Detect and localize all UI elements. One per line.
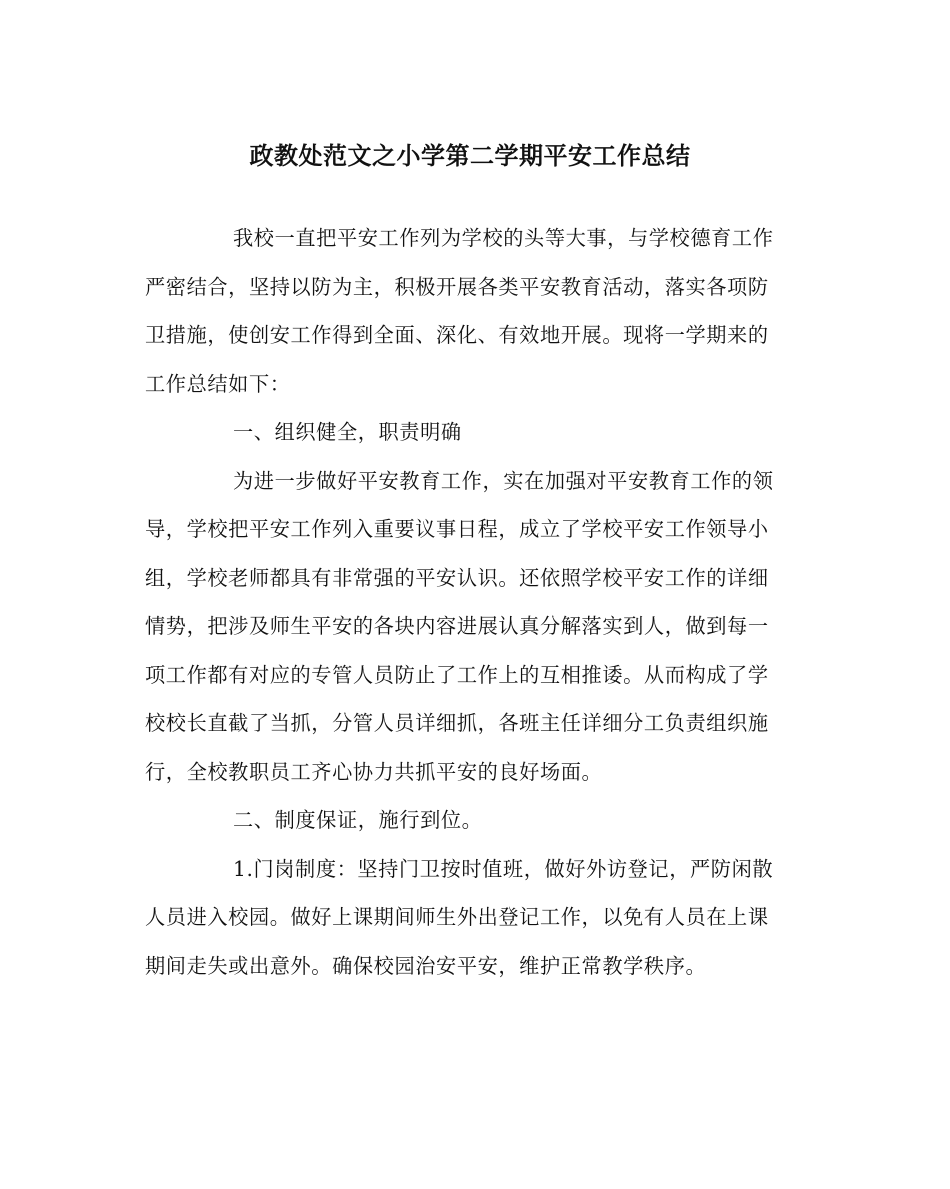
heading-text: 一、组织健全，职责明确 <box>233 420 462 444</box>
text-line: 我校一直把平安工作列为学校的头等大事，与学校德育工作 <box>233 226 774 250</box>
text-line: 为进一步做好平安教育工作，实在加强对平安教育工作的领 <box>233 468 774 493</box>
section-heading-2 <box>145 796 795 845</box>
text-line: 人员进入校园。做好上课期间师生外出登记工作，以免有人员在上课 <box>145 905 769 929</box>
paragraph-gate-system <box>145 845 795 991</box>
text-line: 项工作都有对应的专管人员防止了工作上的互相推诿。从而构成了学 <box>145 662 769 687</box>
paragraph-organization <box>145 457 795 797</box>
document-body <box>145 214 795 990</box>
text-line: 1.门岗制度：坚持门卫按时值班，做好外访登记，严防闲散 <box>233 856 774 881</box>
text-line: 情势，把涉及师生平安的各块内容进展认真分解落实到人，做到每一 <box>145 614 769 638</box>
text-line: 导，学校把平安工作列入重要议事日程，成立了学校平安工作领导小 <box>145 517 769 541</box>
text-line: 期间走失或出意外。确保校园治安平安，维护正常教学秩序。 <box>145 953 707 978</box>
section-heading-1 <box>145 408 795 457</box>
text-line: 行，全校教职员工齐心协力共抓平安的良好场面。 <box>145 759 603 784</box>
text-line: 校校长直截了当抓，分管人员详细抓，各班主任详细分工负责组织施 <box>145 711 769 735</box>
text-line: 组，学校老师都具有非常强的平安认识。还依照学校平安工作的详细 <box>145 565 769 590</box>
paragraph-intro <box>145 214 795 408</box>
document-title: 政教处范文之小学第二学期平安工作总结 <box>249 141 691 170</box>
text-line: 卫措施，使创安工作得到全面、深化、有效地开展。现将一学期来的 <box>145 323 769 347</box>
text-line: 工作总结如下： <box>145 371 291 396</box>
heading-text: 二、制度保证，施行到位。 <box>233 808 483 832</box>
text-line: 严密结合，坚持以防为主，积极开展各类平安教育活动，落实各项防 <box>145 274 769 299</box>
